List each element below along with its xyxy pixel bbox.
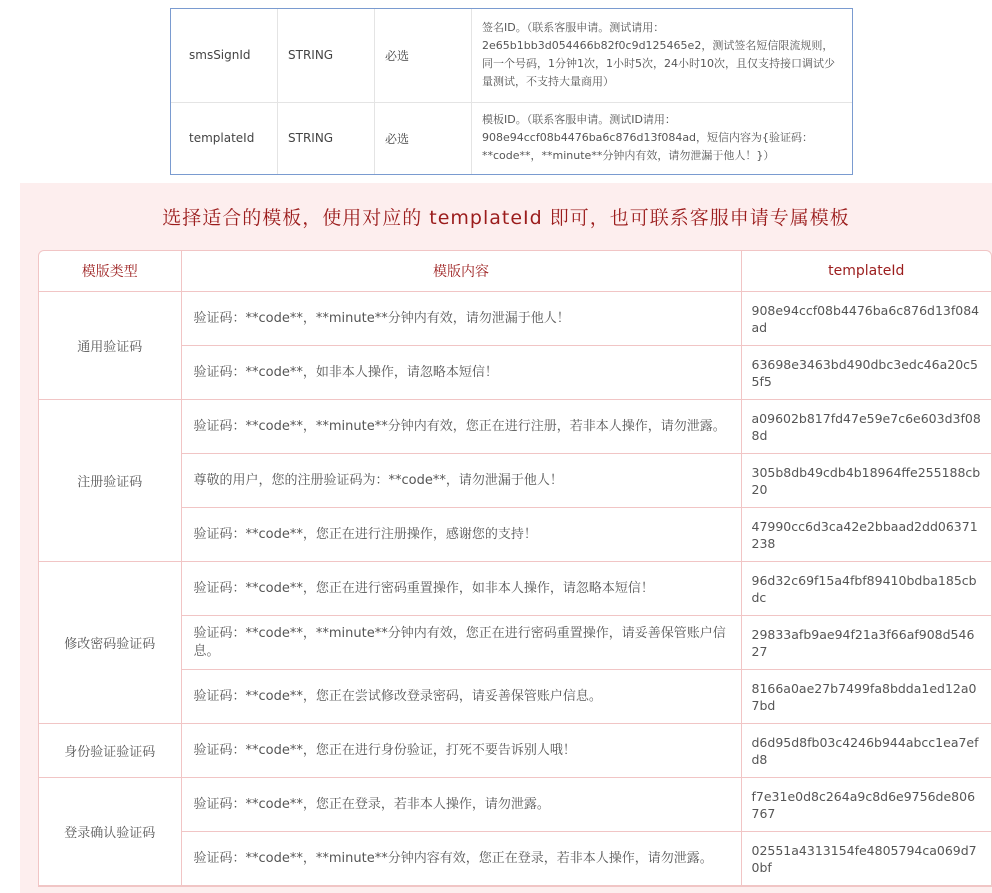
templates-section <box>20 183 992 893</box>
templates-table <box>38 250 992 887</box>
template-content: 验证码：**code**，您正在尝试修改登录密码，请妥善保管账户信息。 <box>181 670 741 724</box>
header-template-content: 模版内容 <box>181 251 741 292</box>
template-content: 验证码：**code**，**minute**分钟内有效，您正在进行密码重置操作，请妥善保管账户信息。 <box>181 616 741 670</box>
param-name: templateId <box>171 102 278 174</box>
template-id: d6d95d8fb03c4246b944abcc1ea7efd8 <box>741 724 991 778</box>
template-id: 29833afb9ae94f21a3f66af908d54627 <box>741 616 991 670</box>
param-name: smsSignId <box>171 9 278 102</box>
parameter-row-sms-sign-id <box>171 9 852 102</box>
param-required: 必选 <box>375 102 472 174</box>
table-row <box>39 562 991 616</box>
template-type: 身份验证验证码 <box>39 724 181 778</box>
table-row <box>39 508 991 562</box>
template-type: 注册验证码 <box>39 400 181 562</box>
template-content: 验证码：**code**，您正在登录，若非本人操作，请勿泄露。 <box>181 778 741 832</box>
table-row <box>39 778 991 832</box>
table-row <box>39 670 991 724</box>
template-content: 验证码：**code**，如非本人操作，请忽略本短信！ <box>181 346 741 400</box>
template-id: 96d32c69f15a4fbf89410bdba185cbdc <box>741 562 991 616</box>
param-description: 签名ID。（联系客服申请。测试请用：2e65b1bb3d054466b82f0c9d125465e2，测试签名短信限流规则，同一个号码，1分钟1次，1小时5次，24小时10次，且仅支持接口调试少量测试，不支持大量商用） <box>472 9 853 102</box>
template-content: 尊敬的用户，您的注册验证码为：**code**，请勿泄漏于他人！ <box>181 454 741 508</box>
template-content: 验证码：**code**，您正在进行密码重置操作，如非本人操作，请忽略本短信！ <box>181 562 741 616</box>
table-row <box>39 616 991 670</box>
templates-heading: 选择适合的模板，使用对应的 templateId 即可，也可联系客服申请专属模板 <box>162 207 850 229</box>
table-row <box>39 724 991 778</box>
table-row <box>39 292 991 346</box>
template-content: 验证码：**code**，您正在进行身份验证，打死不要告诉别人哦！ <box>181 724 741 778</box>
template-id: 47990cc6d3ca42e2bbaad2dd06371238 <box>741 508 991 562</box>
template-id: f7e31e0d8c264a9c8d6e9756de806767 <box>741 778 991 832</box>
param-type: STRING <box>278 9 375 102</box>
table-row <box>39 832 991 886</box>
template-content: 验证码：**code**，**minute**分钟内容有效，您正在登录，若非本人操作，请勿泄露。 <box>181 832 741 886</box>
parameter-row-template-id <box>171 102 852 174</box>
param-type: STRING <box>278 102 375 174</box>
templates-table-grid <box>39 251 991 886</box>
param-description: 模板ID。（联系客服申请。测试ID请用：908e94ccf08b4476ba6c876d13f084ad，短信内容为{验证码：**code**，**minute**分钟内有效，请勿泄漏于他人！}） <box>472 102 853 174</box>
template-id: a09602b817fd47e59e7c6e603d3f088d <box>741 400 991 454</box>
table-row <box>39 400 991 454</box>
template-type: 登录确认验证码 <box>39 778 181 886</box>
template-id: 305b8db49cdb4b18964ffe255188cb20 <box>741 454 991 508</box>
template-id: 02551a4313154fe4805794ca069d70bf <box>741 832 991 886</box>
header-template-type: 模版类型 <box>39 251 181 292</box>
table-row <box>39 346 991 400</box>
template-type: 通用验证码 <box>39 292 181 400</box>
param-required: 必选 <box>375 9 472 102</box>
template-content: 验证码：**code**，**minute**分钟内有效，您正在进行注册，若非本人操作，请勿泄露。 <box>181 400 741 454</box>
template-id: 63698e3463bd490dbc3edc46a20c55f5 <box>741 346 991 400</box>
header-template-id: templateId <box>741 251 991 292</box>
template-id: 908e94ccf08b4476ba6c876d13f084ad <box>741 292 991 346</box>
templates-header-row <box>39 251 991 292</box>
template-id: 8166a0ae27b7499fa8bdda1ed12a07bd <box>741 670 991 724</box>
template-type: 修改密码验证码 <box>39 562 181 724</box>
parameter-table <box>170 8 853 175</box>
parameter-table-grid <box>171 9 852 174</box>
template-content: 验证码：**code**，**minute**分钟内有效，请勿泄漏于他人！ <box>181 292 741 346</box>
table-row <box>39 454 991 508</box>
template-content: 验证码：**code**，您正在进行注册操作，感谢您的支持！ <box>181 508 741 562</box>
